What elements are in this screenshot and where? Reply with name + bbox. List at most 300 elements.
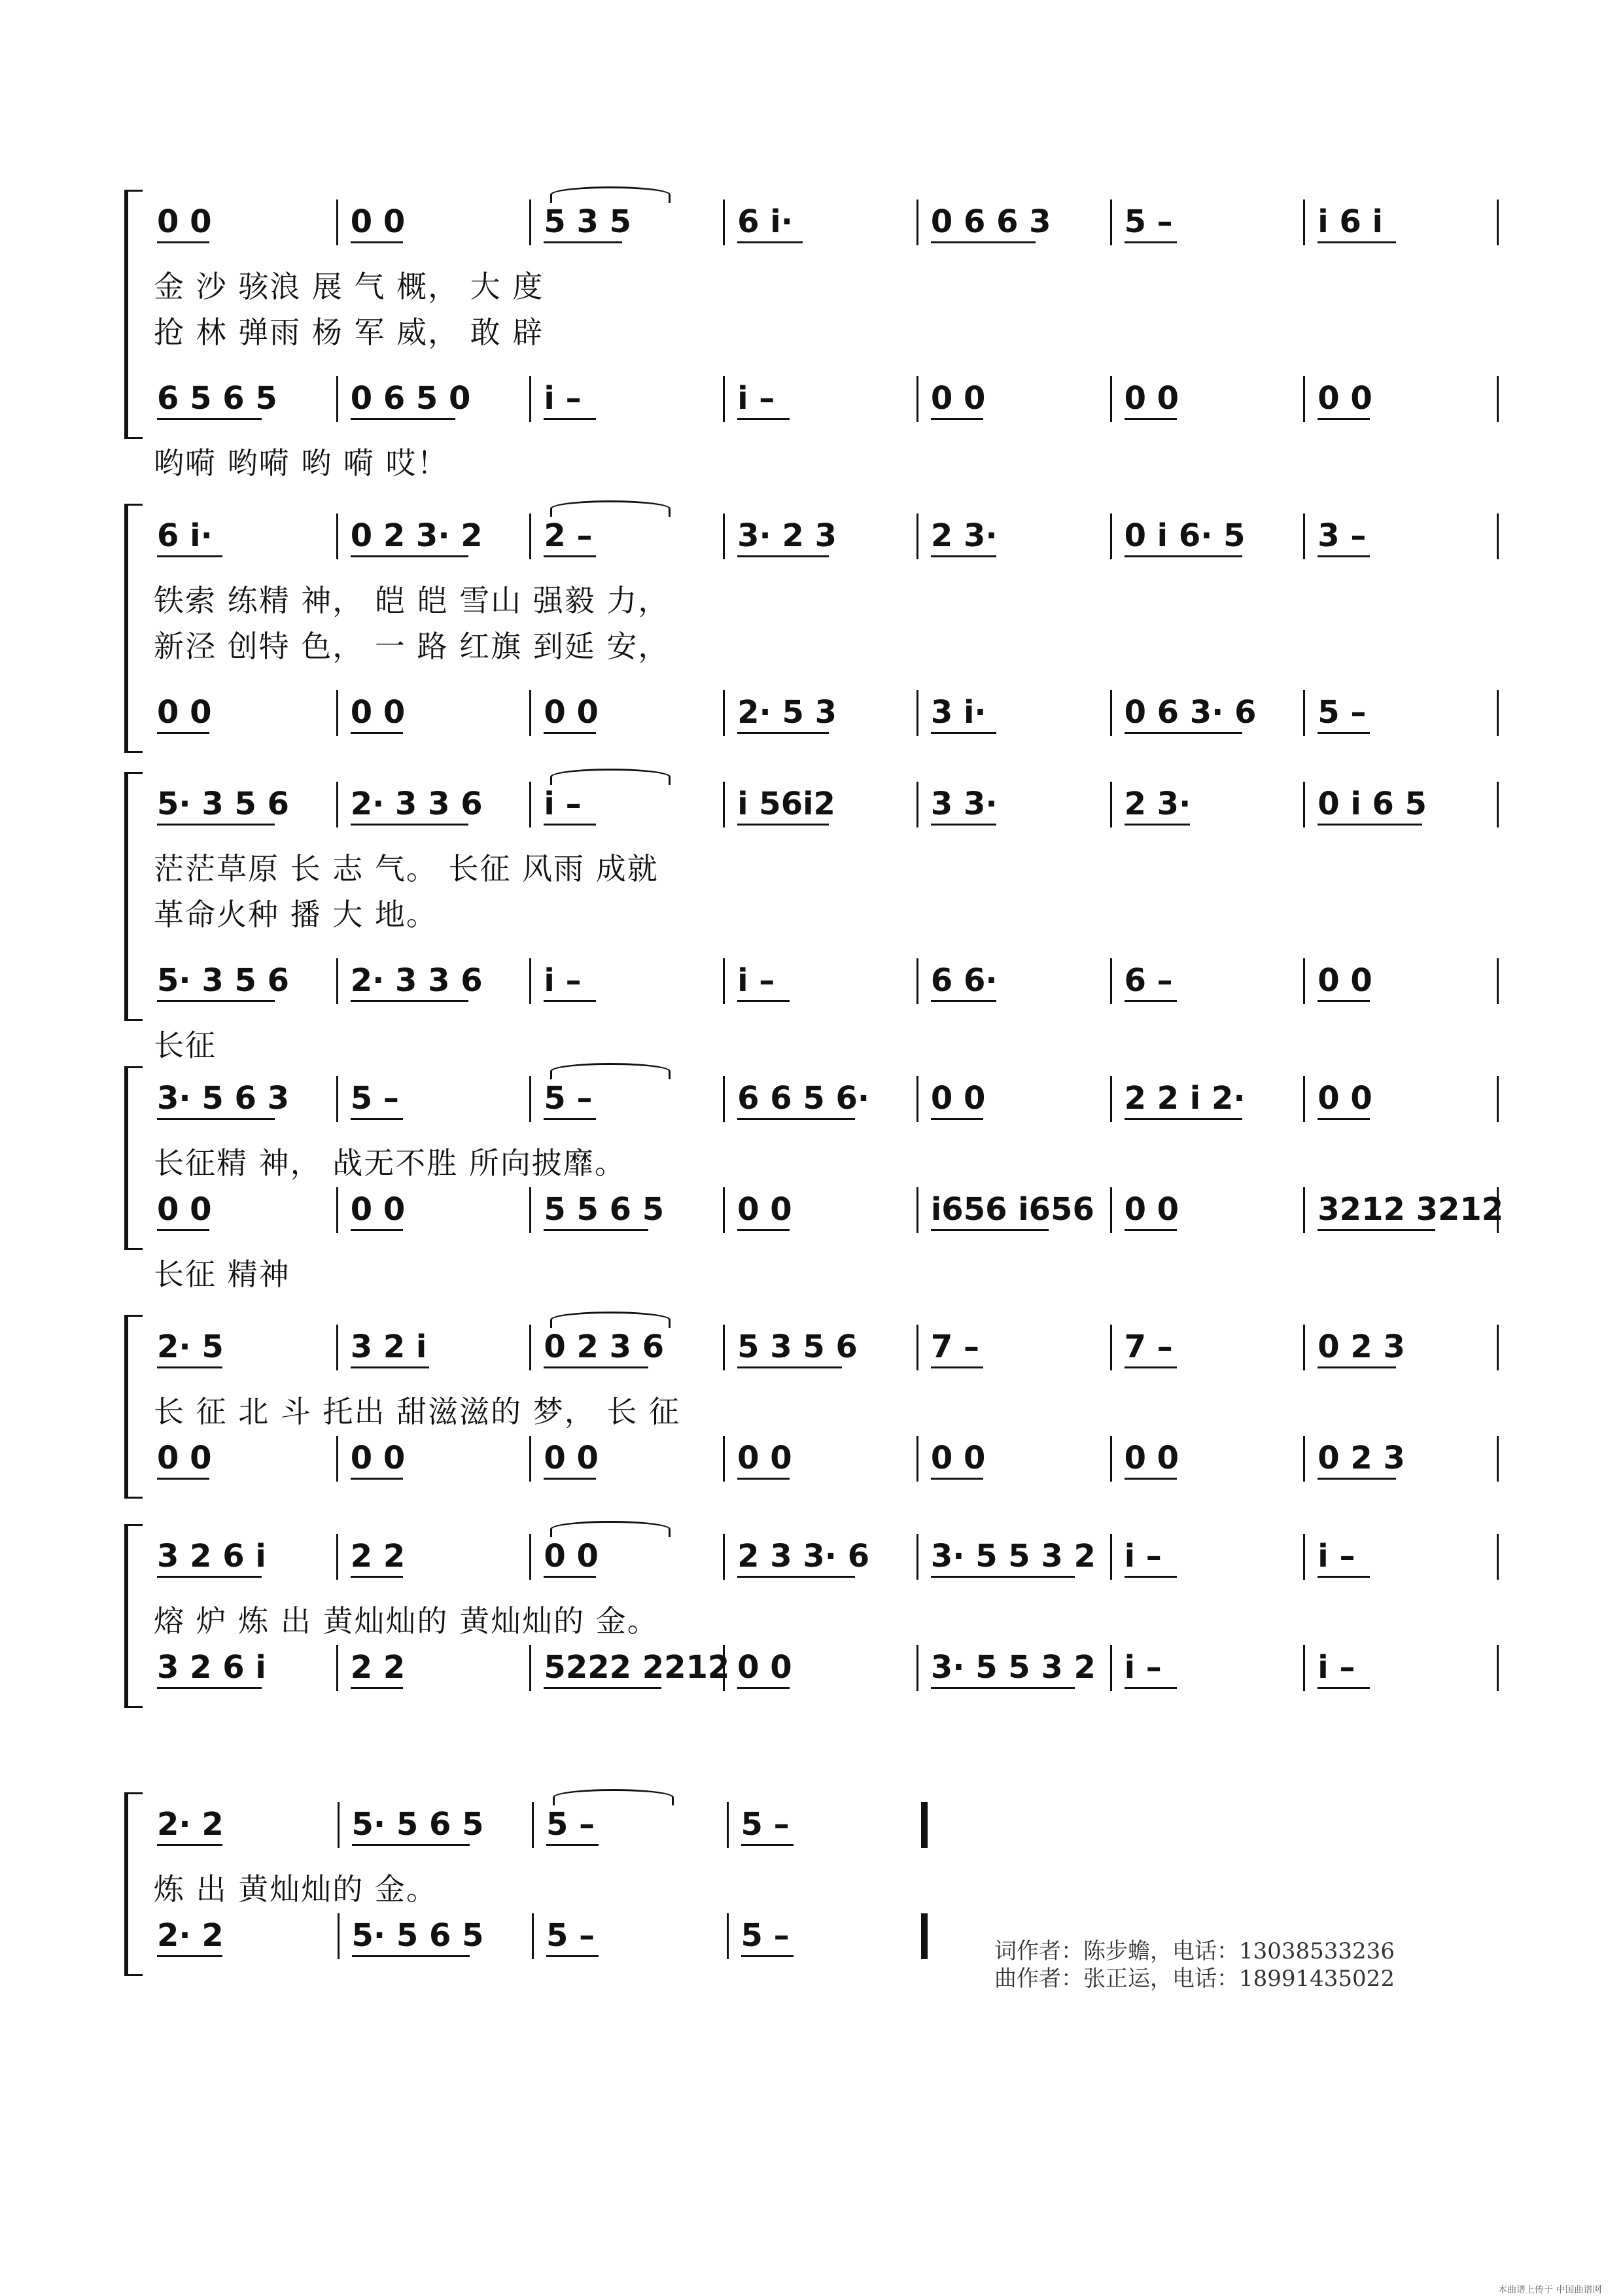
underline [157, 1687, 262, 1689]
lower-measure: 2· 2 [157, 1917, 224, 1954]
underline [351, 1229, 403, 1231]
lyrics-verse-1: 长 征 北 斗 托出 甜滋滋的 梦， 长 征 [154, 1394, 680, 1429]
barline [1110, 1076, 1112, 1122]
lower-measure: 0 6 3· 6 [1124, 694, 1257, 731]
lyrics-verse-1: 长征精 神， 战无不胜 所向披靡。 [154, 1145, 626, 1181]
slur [550, 186, 670, 203]
underline [737, 1229, 790, 1231]
lower-measure: 0 0 [157, 1440, 212, 1476]
upper-measure: i – [1318, 1538, 1355, 1574]
lower-measure: 2· 3 3 6 [350, 962, 483, 999]
underline [157, 418, 262, 420]
underline [544, 1576, 596, 1578]
upper-measure: 6 6 5 6· [737, 1080, 870, 1117]
barline [916, 1436, 918, 1482]
lower-measure: 5· 5 6 5 [351, 1917, 484, 1954]
barline [723, 1436, 725, 1482]
upper-measure: 0 2 3 [1318, 1329, 1405, 1365]
upper-measure: 3 2 6 i [157, 1538, 266, 1574]
barline [916, 1645, 918, 1691]
underline [931, 1229, 1049, 1231]
underline [544, 732, 596, 734]
underline [931, 1366, 983, 1368]
underline [351, 1478, 403, 1480]
slur [550, 1312, 670, 1328]
upper-measure: 2 2 [350, 1538, 406, 1574]
upper-measure: 7 – [930, 1329, 979, 1365]
barline [529, 690, 531, 736]
underline [544, 1478, 596, 1480]
lower-measure: i – [544, 962, 582, 999]
lyrics-verse-1: 铁索 练精 神， 皑 皑 雪山 强毅 力， [154, 583, 670, 618]
underline [351, 824, 468, 826]
underline [1318, 1229, 1435, 1231]
lower-measure: 3212 3212 [1318, 1191, 1504, 1228]
underline [1125, 732, 1242, 734]
lower-measure: 0 0 [157, 1191, 212, 1228]
barline [1110, 690, 1112, 736]
lower-measure: 0 0 [1124, 1440, 1179, 1476]
upper-measure: i – [1124, 1538, 1162, 1574]
barline [921, 1802, 928, 1848]
lower-measure: 5 – [741, 1917, 790, 1954]
upper-measure: 6 i· [157, 517, 213, 554]
barline [916, 1325, 918, 1370]
underline [931, 418, 983, 420]
barline [1497, 200, 1499, 245]
barline [336, 1645, 338, 1691]
lower-measure: i – [737, 962, 775, 999]
system-bracket [124, 1315, 143, 1499]
lower-measure: 2· 5 3 [737, 694, 837, 731]
underline [351, 1118, 403, 1120]
underline [157, 1955, 222, 1957]
underline [1125, 241, 1177, 243]
slur [553, 1789, 674, 1805]
barline [723, 782, 725, 827]
lower-measure: 6 6· [930, 962, 998, 999]
barline [338, 1802, 340, 1848]
barline [1110, 376, 1112, 422]
underline [157, 1478, 209, 1480]
underline [1318, 241, 1396, 243]
barline [529, 1534, 531, 1580]
underline [1318, 824, 1422, 826]
lyrics-verse-1: 炼 出 黄灿灿的 金。 [154, 1871, 438, 1907]
lyrics-verse-2: 革命火种 播 大 地。 [154, 897, 438, 932]
lower-lyrics: 长征 [154, 1028, 217, 1063]
underline [1125, 555, 1242, 557]
barline [1497, 690, 1499, 736]
lower-measure: 0 2 3 [1318, 1440, 1405, 1476]
underline [1125, 1118, 1242, 1120]
underline [931, 555, 996, 557]
barline [1497, 1076, 1499, 1122]
upper-measure: 5 3 5 [544, 203, 632, 240]
lower-measure: 6 5 6 5 [157, 380, 277, 417]
watermark-text: 本曲谱上传于 中国曲谱网 [1498, 2285, 1602, 2295]
barline [336, 200, 338, 245]
barline [1110, 1187, 1112, 1233]
upper-measure: i 56i2 [737, 786, 835, 822]
upper-measure: 3· 2 3 [737, 517, 837, 554]
lower-measure: i – [1124, 1649, 1162, 1686]
lower-measure: 0 0 [544, 1440, 599, 1476]
barline [529, 1645, 531, 1691]
lower-lyrics: 长征 精神 [154, 1257, 290, 1292]
underline [544, 1000, 596, 1002]
underline [737, 1366, 842, 1368]
barline [529, 513, 531, 559]
underline [544, 1229, 648, 1231]
lower-measure: 0 6 5 0 [350, 380, 471, 417]
barline [723, 690, 725, 736]
underline [931, 824, 996, 826]
barline [336, 782, 338, 827]
underline [931, 1478, 983, 1480]
lower-measure: i – [737, 380, 775, 417]
underline [1125, 1000, 1177, 1002]
lower-measure: 5222 2212 [544, 1649, 730, 1686]
barline [1497, 782, 1499, 827]
barline [336, 376, 338, 422]
barline [1497, 1325, 1499, 1370]
underline [1318, 555, 1370, 557]
barline [723, 376, 725, 422]
slur [550, 1063, 670, 1079]
underline [741, 1844, 794, 1846]
upper-measure: 2· 3 3 6 [350, 786, 483, 822]
barline [727, 1802, 729, 1848]
lower-measure: 0 0 [350, 1191, 406, 1228]
upper-measure: 2 2 i 2· [1124, 1080, 1246, 1117]
barline [529, 1076, 531, 1122]
upper-measure: 3 – [1318, 517, 1367, 554]
underline [1125, 1229, 1177, 1231]
underline [351, 1687, 403, 1689]
lower-measure: 5 – [546, 1917, 595, 1954]
underline [931, 1576, 1075, 1578]
system-bracket [124, 1524, 143, 1708]
underline [157, 241, 209, 243]
underline [1125, 1366, 1177, 1368]
barline [1110, 1325, 1112, 1370]
underline [351, 1366, 429, 1368]
underline [351, 1576, 403, 1578]
upper-measure: 5 – [1124, 203, 1173, 240]
lyrics-verse-1: 熔 炉 炼 出 黄灿灿的 黄灿灿的 金。 [154, 1603, 659, 1639]
underline [931, 1687, 1075, 1689]
upper-measure: 5 – [741, 1806, 790, 1843]
barline [529, 200, 531, 245]
upper-measure: 7 – [1124, 1329, 1173, 1365]
barline [532, 1913, 534, 1959]
underline [737, 555, 829, 557]
barline [1497, 1645, 1499, 1691]
barline [1497, 513, 1499, 559]
credit-lyricist: 词作者：陈步蟾，电话：13038533236 [994, 1938, 1395, 1964]
upper-measure: 0 2 3· 2 [350, 517, 483, 554]
underline [157, 555, 222, 557]
barline [1110, 782, 1112, 827]
underline [1318, 1478, 1396, 1480]
barline [1110, 958, 1112, 1004]
underline [351, 1000, 468, 1002]
underline [737, 1576, 855, 1578]
upper-measure: 2 3· [1124, 786, 1191, 822]
lower-measure: 6 – [1124, 962, 1173, 999]
upper-measure: 2· 5 [157, 1329, 224, 1365]
barline [916, 782, 918, 827]
underline [544, 555, 596, 557]
underline [544, 418, 596, 420]
underline [737, 1478, 790, 1480]
underline [1318, 1687, 1370, 1689]
barline [1303, 690, 1305, 736]
underline [931, 1000, 996, 1002]
lower-measure: 0 0 [737, 1649, 792, 1686]
underline [1125, 1576, 1177, 1578]
barline [1110, 200, 1112, 245]
slur [550, 1521, 670, 1537]
lower-measure: 3· 5 5 3 2 [930, 1649, 1096, 1686]
underline [157, 824, 275, 826]
barline [336, 513, 338, 559]
lower-measure: 0 0 [1124, 1191, 1179, 1228]
underline [1125, 824, 1190, 826]
barline [529, 1436, 531, 1482]
underline [544, 1687, 661, 1689]
barline [916, 958, 918, 1004]
lower-measure: 0 0 [544, 694, 599, 731]
underline [544, 1366, 648, 1368]
underline [737, 1687, 790, 1689]
barline [723, 1187, 725, 1233]
underline [1318, 418, 1370, 420]
upper-measure: 2 – [544, 517, 593, 554]
underline [544, 1118, 596, 1120]
lyrics-verse-2: 新泾 创特 色， 一 路 红旗 到延 安， [154, 629, 670, 664]
upper-measure: 2· 2 [157, 1806, 224, 1843]
underline [1125, 418, 1177, 420]
upper-measure: 0 0 [157, 203, 212, 240]
lower-measure: 0 0 [737, 1191, 792, 1228]
barline [723, 1076, 725, 1122]
underline [352, 1955, 470, 1957]
underline [737, 241, 803, 243]
barline [1303, 1187, 1305, 1233]
lower-measure: 0 0 [930, 1440, 986, 1476]
underline [1318, 1000, 1370, 1002]
upper-measure: 0 6 6 3 [930, 203, 1051, 240]
upper-measure: 3 2 i [350, 1329, 427, 1365]
underline [351, 732, 403, 734]
underline [737, 1000, 790, 1002]
underline [1318, 1366, 1396, 1368]
underline [157, 1844, 222, 1846]
barline [336, 958, 338, 1004]
underline [931, 1118, 983, 1120]
underline [737, 418, 790, 420]
barline [336, 1436, 338, 1482]
upper-measure: 3· 5 5 3 2 [930, 1538, 1096, 1574]
underline [1125, 1687, 1177, 1689]
barline [1303, 1645, 1305, 1691]
barline [1303, 1436, 1305, 1482]
barline [1303, 376, 1305, 422]
lower-measure: 0 0 [157, 694, 212, 731]
lower-measure: 5 5 6 5 [544, 1191, 665, 1228]
underline [351, 418, 455, 420]
upper-measure: 5· 3 5 6 [157, 786, 289, 822]
upper-measure: 0 i 6· 5 [1124, 517, 1246, 554]
upper-measure: 2 3 3· 6 [737, 1538, 870, 1574]
barline [1497, 376, 1499, 422]
upper-measure: i 6 i [1318, 203, 1384, 240]
upper-measure: 3 3· [930, 786, 998, 822]
underline [737, 1118, 855, 1120]
barline [529, 1325, 531, 1370]
underline [544, 241, 622, 243]
underline [157, 1366, 222, 1368]
upper-measure: 6 i· [737, 203, 793, 240]
barline [723, 513, 725, 559]
barline [529, 958, 531, 1004]
barline [338, 1913, 340, 1959]
barline [723, 200, 725, 245]
lower-measure: 0 0 [350, 694, 406, 731]
barline [336, 1325, 338, 1370]
lower-measure: 2 2 [350, 1649, 406, 1686]
upper-measure: 2 3· [930, 517, 998, 554]
slur [550, 769, 670, 785]
underline [351, 241, 403, 243]
barline [336, 1187, 338, 1233]
upper-measure: 5 – [544, 1080, 593, 1117]
underline [157, 1229, 209, 1231]
underline [737, 824, 829, 826]
barline [916, 1534, 918, 1580]
upper-measure: 0 0 [350, 203, 406, 240]
underline [351, 555, 468, 557]
barline [1497, 1534, 1499, 1580]
barline [529, 1187, 531, 1233]
barline [1303, 200, 1305, 245]
underline [352, 1844, 470, 1846]
underline [1318, 1118, 1370, 1120]
lower-measure: 3 i· [930, 694, 986, 731]
lower-measure: 0 0 [1124, 380, 1179, 417]
barline [727, 1913, 729, 1959]
underline [544, 824, 596, 826]
upper-measure: 0 0 [930, 1080, 986, 1117]
underline [1125, 1478, 1177, 1480]
barline [1303, 782, 1305, 827]
barline [921, 1913, 928, 1959]
upper-measure: 0 2 3 6 [544, 1329, 665, 1365]
system-bracket [124, 1792, 143, 1976]
underline [1318, 1576, 1370, 1578]
barline [336, 690, 338, 736]
system-bracket [124, 504, 143, 753]
underline [157, 732, 209, 734]
barline [529, 782, 531, 827]
upper-measure: 5 – [350, 1080, 399, 1117]
barline [1303, 1325, 1305, 1370]
lower-measure: i – [544, 380, 582, 417]
underline [931, 732, 996, 734]
barline [916, 690, 918, 736]
underline [741, 1955, 794, 1957]
slur [550, 500, 670, 517]
barline [1303, 1534, 1305, 1580]
lower-lyrics: 哟嗬 哟嗬 哟 嗬 哎！ [154, 445, 449, 481]
upper-measure: 3· 5 6 3 [157, 1080, 289, 1117]
upper-measure: i – [544, 786, 582, 822]
lower-measure: 3 2 6 i [157, 1649, 266, 1686]
underline [931, 241, 1036, 243]
lower-measure: 0 0 [1318, 380, 1372, 417]
underline [546, 1955, 599, 1957]
underline [1318, 732, 1370, 734]
barline [1110, 1534, 1112, 1580]
barline [1110, 1645, 1112, 1691]
barline [1303, 1076, 1305, 1122]
underline [737, 732, 829, 734]
barline [532, 1802, 534, 1848]
lower-measure: 0 0 [737, 1440, 792, 1476]
barline [1303, 958, 1305, 1004]
barline [1110, 513, 1112, 559]
upper-measure: 5 – [546, 1806, 595, 1843]
lower-measure: 5 – [1318, 694, 1367, 731]
lyrics-verse-1: 茫茫草原 长 志 气。 长征 风雨 成就 [154, 851, 659, 886]
lower-measure: 5· 3 5 6 [157, 962, 289, 999]
barline [916, 1076, 918, 1122]
underline [157, 1576, 262, 1578]
barline [1497, 958, 1499, 1004]
barline [1497, 1436, 1499, 1482]
barline [529, 376, 531, 422]
barline [723, 1325, 725, 1370]
barline [1110, 1436, 1112, 1482]
upper-measure: 0 0 [1318, 1080, 1372, 1117]
barline [916, 1187, 918, 1233]
underline [157, 1000, 275, 1002]
system-bracket [124, 1066, 143, 1250]
lyrics-verse-2: 抢 林 弹雨 杨 军 威， 敢 辟 [154, 315, 544, 350]
barline [336, 1534, 338, 1580]
barline [336, 1076, 338, 1122]
barline [723, 1534, 725, 1580]
barline [916, 200, 918, 245]
lower-measure: 0 0 [350, 1440, 406, 1476]
barline [916, 376, 918, 422]
barline [723, 958, 725, 1004]
upper-measure: 5 3 5 6 [737, 1329, 858, 1365]
lower-measure: i656 i656 [930, 1191, 1094, 1228]
system-bracket [124, 190, 143, 439]
underline [157, 1118, 275, 1120]
barline [916, 513, 918, 559]
upper-measure: 5· 5 6 5 [351, 1806, 484, 1843]
credit-composer: 曲作者：张正运，电话：18991435022 [994, 1966, 1395, 1992]
upper-measure: 0 0 [544, 1538, 599, 1574]
lower-measure: 0 0 [930, 380, 986, 417]
barline [1303, 513, 1305, 559]
lower-measure: 0 0 [1318, 962, 1372, 999]
system-bracket [124, 772, 143, 1021]
